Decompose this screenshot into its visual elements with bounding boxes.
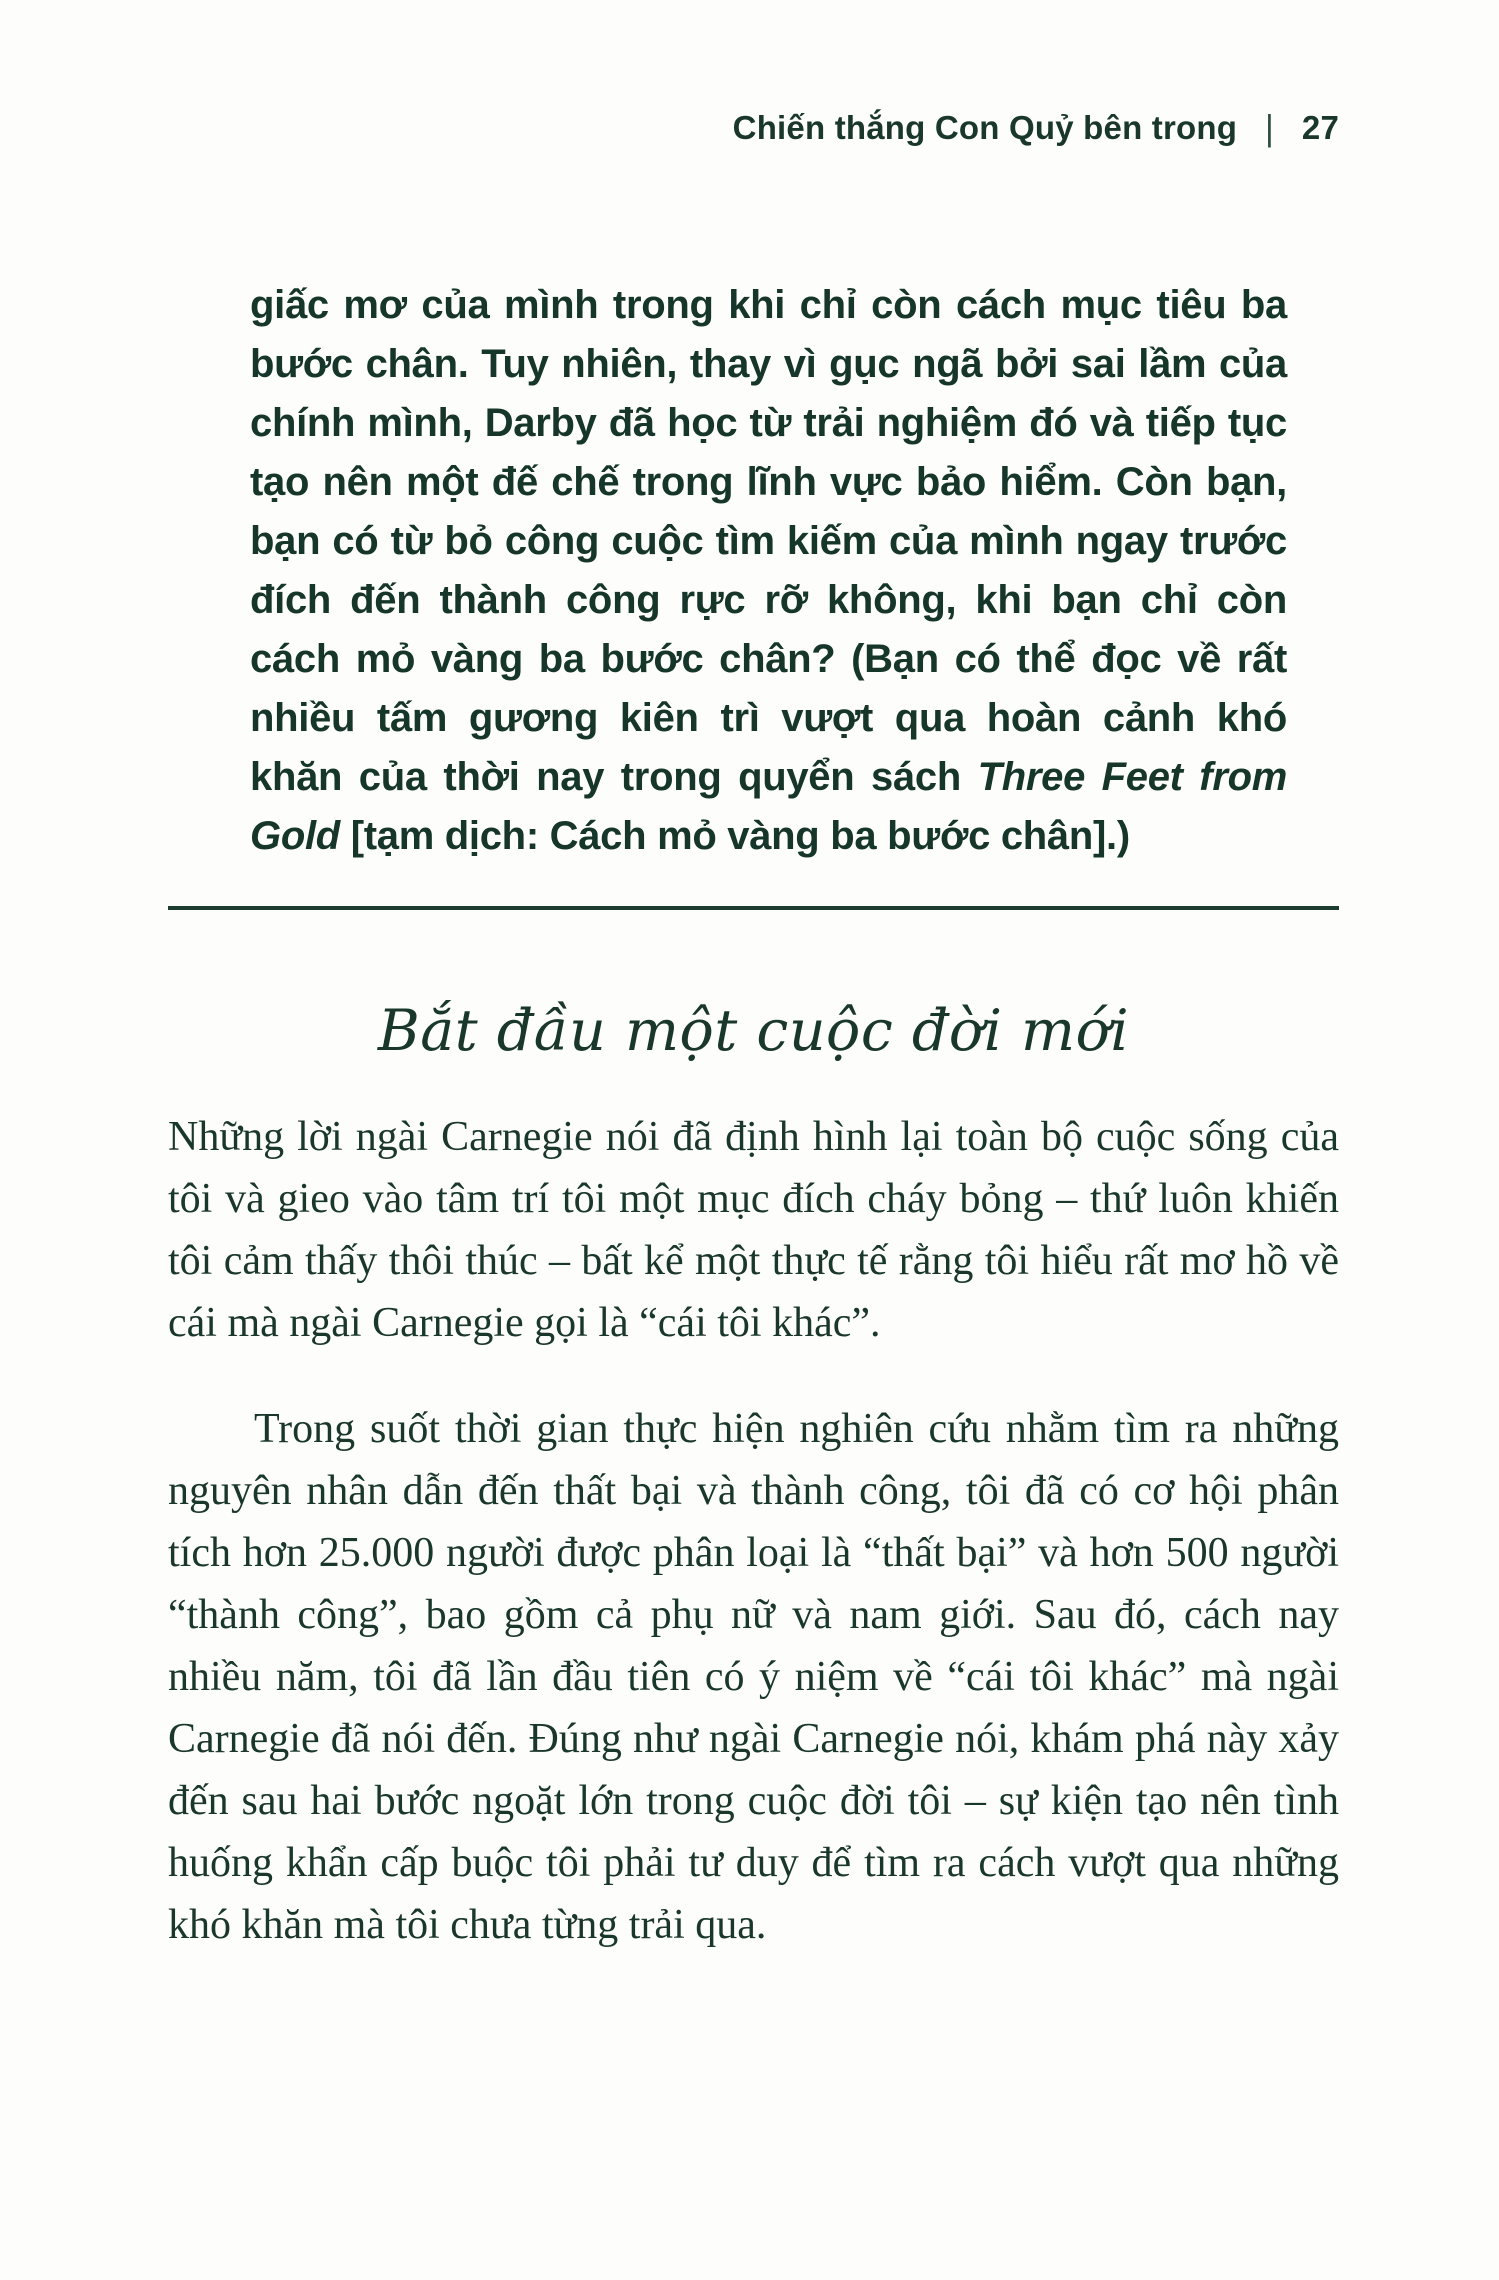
blockquote-book-title-italic: Three Feet from Gold — [250, 755, 1287, 858]
running-title: Chiến thắng Con Quỷ bên trong — [732, 109, 1238, 146]
blockquote-text-end: [tạm dịch: Cách mỏ vàng ba bước chân].) — [339, 814, 1130, 858]
header-separator: | — [1265, 107, 1274, 148]
body-paragraph-2: Trong suốt thời gian thực hiện nghiên cứu nhằm tìm ra những nguyên nhân dẫn đến thất bại và thành công, tôi đã có cơ hội phân tích hơn 25.000 người được phân loại là “thất bại” và hơn 500 người “thành công”, bao gồm cả phụ nữ và nam giới. Sau đó, cách nay nhiều năm, tôi đã lần đầu tiên có ý niệm về “cái tôi khác” mà ngài Carnegie đã nói đến. Đúng như ngài Carnegie nói, khám phá này xảy đến sau hai bước ngoặt lớn trong cuộc đời tôi – sự kiện tạo nên tình huống khẩn cấp buộc tôi phải tư duy để tìm ra cách vượt qua những khó khăn mà tôi chưa từng trải qua. — [168, 1406, 1339, 1948]
blockquote-text-start: giấc mơ của mình trong khi chỉ còn cách mục tiêu ba bước chân. Tuy nhiên, thay vì gục ngã bởi sai lầm của chính mình, Darby đã học từ trải nghiệm đó và tiếp tục tạo nên một đế chế trong lĩnh vực bảo hiểm. Còn bạn, bạn có từ bỏ công cuộc tìm kiếm của mình ngay trước đích đến thành công rực rỡ không, khi bạn chỉ còn cách mỏ vàng ba bước chân? (Bạn có thể đọc về rất nhiều tấm gương kiên trì vượt qua hoàn cảnh khó khăn của thời nay trong quyển sách — [250, 283, 1287, 799]
body-paragraph-1: Những lời ngài Carnegie nói đã định hình lại toàn bộ cuộc sống của tôi và gieo vào tâm trí tôi một mục đích cháy bỏng – thứ luôn khiến tôi cảm thấy thôi thúc – bất kể một thực tế rằng tôi hiểu rất mơ hồ về cái mà ngài Carnegie gọi là “cái tôi khác”. — [168, 1114, 1339, 1346]
section-divider — [168, 906, 1339, 910]
page-header — [168, 108, 1339, 148]
section-heading: Bắt đầu một cuộc đời mới — [377, 998, 1130, 1064]
page-number: 27 — [1301, 109, 1339, 146]
blockquote-paragraph — [250, 276, 1287, 866]
body-copy — [168, 1106, 1339, 1956]
